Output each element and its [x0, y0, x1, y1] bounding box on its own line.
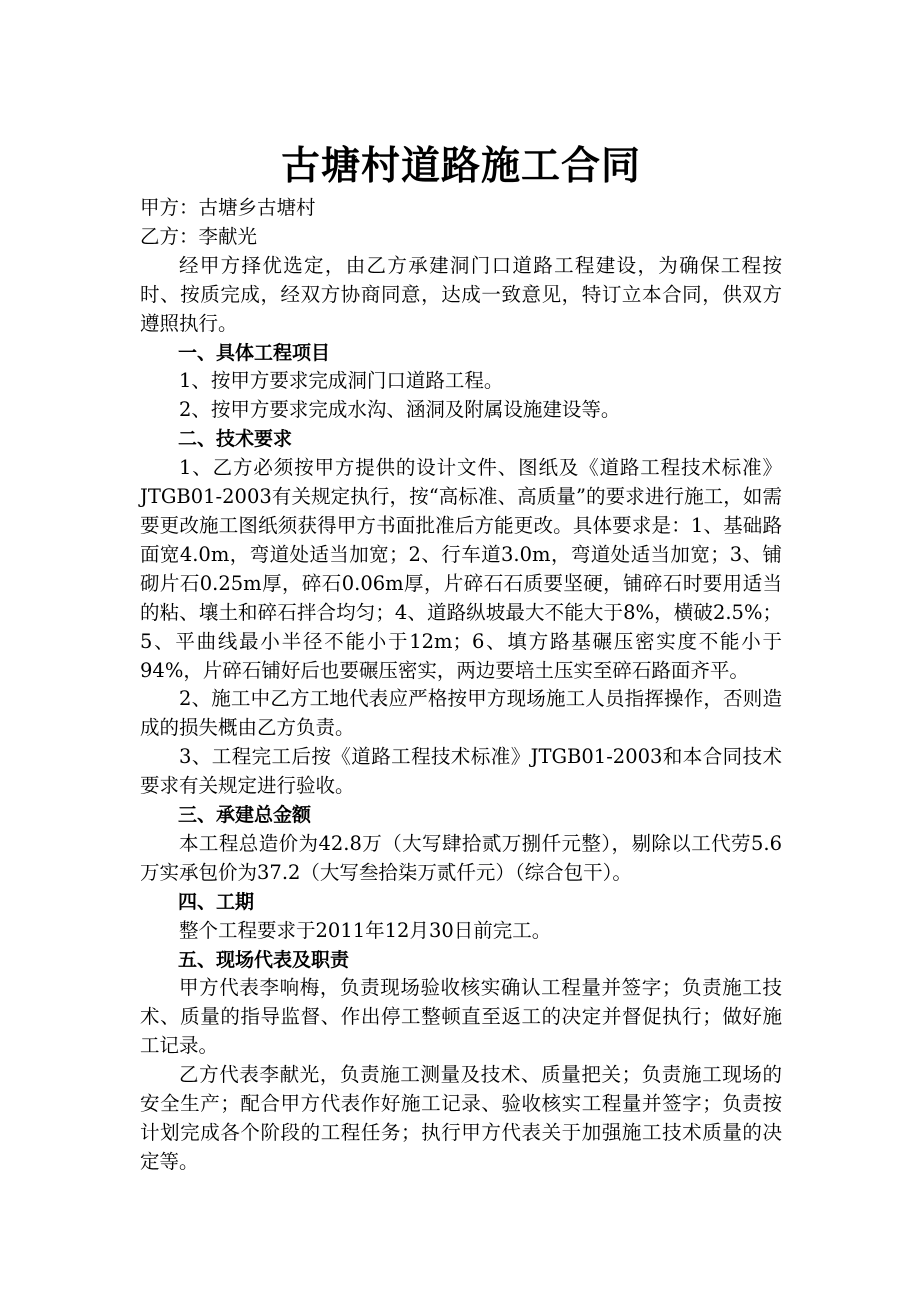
section-heading-projects: 一、具体工程项目	[178, 341, 331, 364]
section-paragraph: 2、按甲方要求完成水沟、涵洞及附属设施建设等。	[179, 398, 621, 422]
document-title: 古塘村道路施工合同	[280, 143, 641, 189]
section-paragraph: 整个工程要求于2011年12月30日前完工。	[179, 918, 552, 942]
section-paragraph: 1、乙方必须按甲方提供的设计文件、图纸及《道路工程技术标准》JTGB01-2003有关规定执行，按“高标准、高质量”的要求进行施工，如需要更改施工图纸须获得甲方书面批准后方能更改。具体要求是：1、基础路面宽4.0m，弯道处适当加宽；2、行车道3.0m，弯道处适当加宽；3、铺砌片石0.25m厚，碎石0.06m厚，片碎石石质要坚硬，铺碎石时要用适当的粘、壤土和碎石拌合均匀；4、道路纵坡最大不能大于8%，横破2.5%；5、平曲线最小半径不能小于12m；6、填方路基碾压密实度不能小于94%，片碎石铺好后也要碾压密实，两边要培土压实至碎石路面齐平。	[140, 456, 782, 682]
party-a: 甲方：古塘乡古塘村	[140, 196, 316, 219]
party-b: 乙方：李献光	[140, 224, 258, 248]
section-paragraph: 甲方代表李响梅，负责现场验收核实确认工程量并签字；负责施工技术、质量的指导监督、作出停工整顿直至返工的决定并督促执行；做好施工记录。	[140, 976, 782, 1058]
document-body	[140, 194, 782, 1177]
section-heading-technical: 二、技术要求	[178, 428, 293, 451]
section-paragraph: 乙方代表李献光，负责施工测量及技术、质量把关；负责施工现场的安全生产；配合甲方代表作好施工记录、验收核实工程量并签字；负责按计划完成各个阶段的工程任务；执行甲方代表关于加强施工技术质量的决定等。	[140, 1063, 782, 1173]
section-paragraph: 2、施工中乙方工地代表应严格按甲方现场施工人员指挥操作，否则造成的损失概由乙方负责。	[140, 687, 782, 740]
intro-paragraph: 经甲方择优选定，由乙方承建洞门口道路工程建设，为确保工程按时、按质完成，经双方协商同意，达成一致意见，特订立本合同，供双方遵照执行。	[140, 253, 782, 335]
section-heading-amount: 三、承建总金额	[178, 804, 312, 827]
section-paragraph: 1、按甲方要求完成洞门口道路工程。	[179, 369, 504, 393]
section-paragraph: 3、工程完工后按《道路工程技术标准》JTGB01-2003和本合同技术要求有关规定进行验收。	[140, 745, 782, 798]
section-heading-schedule: 四、工期	[178, 890, 255, 913]
contract-document	[140, 138, 782, 1177]
section-heading-representatives: 五、现场代表及职责	[178, 948, 350, 971]
section-paragraph: 本工程总造价为42.8万（大写肆拾贰万捌仟元整），剔除以工代劳5.6万实承包价为37.2（大写叁拾柒万贰仟元）（综合包干）。	[140, 831, 782, 884]
